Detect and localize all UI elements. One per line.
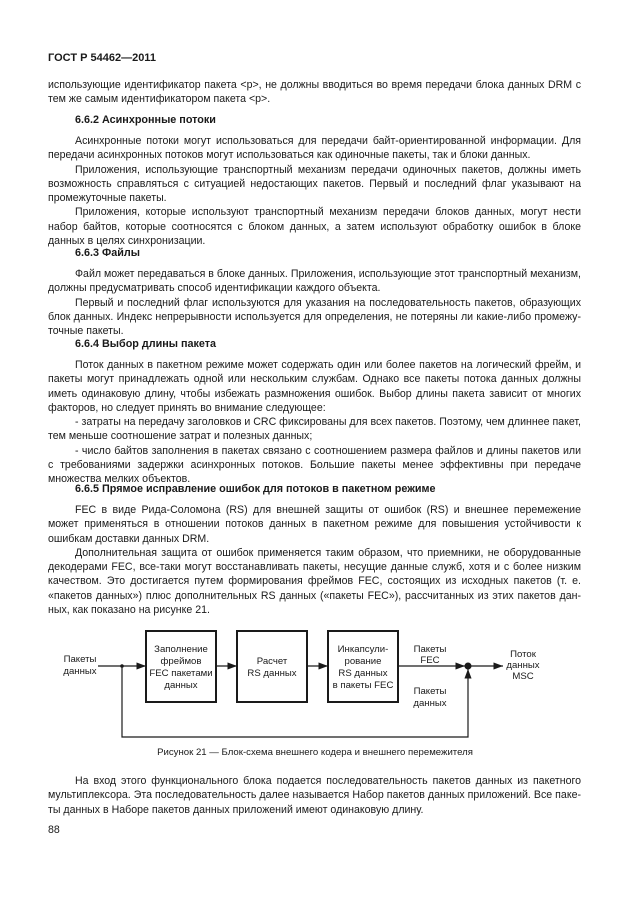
document-header: ГОСТ Р 54462—2011 bbox=[48, 52, 156, 64]
bypass-line bbox=[122, 666, 468, 737]
figure-caption: Рисунок 21 — Блок-схема внешнего кодера и внешнего перемежителя bbox=[157, 747, 473, 758]
page-number: 88 bbox=[48, 824, 60, 836]
box1-label: FEC пакетами bbox=[149, 668, 213, 679]
box1-label: данных bbox=[164, 680, 198, 691]
box2-label: Расчет bbox=[256, 656, 288, 667]
paragraph: На вход этого функционального блока подается последовательность пакетов данных из пакетного мультиплексора. Эта последовательность далее называется Набор пакетов данных приложений. Все пакеты данных в Наборе пакетов данных приложений имеют одинаковую длину. bbox=[48, 775, 581, 816]
box3-label: в пакеты FEC bbox=[332, 680, 394, 691]
box1-label: Заполнение bbox=[154, 644, 208, 655]
section-6-6-2 bbox=[48, 113, 581, 248]
section-heading: 6.6.3 Файлы bbox=[75, 247, 140, 259]
paragraph: Первый и последний флаг используются для указания на последовательность пакетов, образующих блок данных. Индекс непрерывности используется для определения, не потеряны ли какие-либо промежуточные пакеты. bbox=[48, 296, 581, 338]
section-heading: 6.6.2 Асинхронные потоки bbox=[75, 114, 216, 126]
paragraph: FEC в виде Рида-Соломона (RS) для внешней защиты от ошибок (RS) и внешнее перемежение может применяться в отношении потоков данных в пакетном режиме для повышения устойчивости к ошибкам доставки данных DRM. bbox=[48, 504, 581, 545]
section-heading: 6.6.5 Прямое исправление ошибок для потоков в пакетном режиме bbox=[75, 483, 436, 495]
output-label: данных bbox=[506, 660, 540, 671]
paragraph: Дополнительная защита от ошибок применяется таким образом, что приемники, не оборудованные декодерами FEC, все-таки могут восстанавливать пакеты, несущие данные служб, хотя и с более низким качеством. Это достигается путем формирования фреймов FEC, состоящих из исходных пакетов (т. е. «пакетов данных») плюс дополнительных RS данных («пакеты FEC»), рассчитанных из этих пакетов данных, как показано на рисунке 21. bbox=[48, 546, 581, 617]
output-label: Поток bbox=[510, 649, 536, 660]
section-6-6-5 bbox=[48, 482, 581, 617]
intro-paragraph: использующие идентификатор пакета <p>, не должны вводиться во время передачи блока данных DRM с тем же самым идентификатором пакета <p>. bbox=[48, 79, 581, 106]
input-label: данных bbox=[63, 666, 97, 677]
paragraph: - затраты на передачу заголовков и CRC фиксированы для всех пакетов. Поэтому, чем длиннее пакет, тем меньше соотношение затрат и полезных данных; bbox=[48, 416, 581, 443]
final-paragraph-block bbox=[48, 774, 581, 817]
calc-rs-box bbox=[237, 631, 307, 702]
paragraph: Приложения, использующие транспортный механизм передачи одиночных пакетов, должны иметь возможность справляться с ситуацией недостающих пакетов. Первый и последний флаг указывают на промежуточные пакеты. bbox=[48, 163, 581, 205]
box3-label: рование bbox=[344, 656, 382, 667]
paragraph: - число байтов заполнения в пакетах связано с соотношением размера файлов и длины пакетов или с требованиями задержки асинхронных потоков. Большие пакеты менее эффективны при передаче множества мелких объектов. bbox=[48, 444, 581, 486]
section-6-6-4 bbox=[48, 337, 581, 487]
box2-label: RS данных bbox=[247, 668, 297, 679]
fec-packets-label: Пакеты bbox=[413, 644, 447, 655]
box3-label: RS данных bbox=[338, 668, 388, 679]
merge-point bbox=[465, 663, 472, 670]
section-6-6-3 bbox=[48, 246, 581, 338]
section-heading: 6.6.4 Выбор длины пакета bbox=[75, 338, 217, 350]
box1-label: фреймов bbox=[160, 656, 202, 667]
box3-label: Инкапсули- bbox=[337, 644, 389, 655]
data-packets-label: данных bbox=[413, 698, 447, 709]
fill-fec-frames-box bbox=[146, 631, 216, 702]
paragraph: Асинхронные потоки могут использоваться для передачи байт-ориентированной информации. Для передачи асинхронных потоков могут использоваться как одиночные пакеты, так и блоки данных. bbox=[48, 135, 581, 162]
input-label: Пакеты bbox=[63, 654, 97, 665]
encapsulate-box bbox=[328, 631, 398, 702]
data-packets-label: Пакеты bbox=[413, 686, 447, 697]
intro-paragraph-block bbox=[48, 78, 581, 107]
paragraph: Приложения, которые используют транспортный механизм передачи блоков данных, могут нести набор байтов, которые соотносятся с блоком данных, а затем используют обработку ошибок в блоке данных в целях синхронизации. bbox=[48, 206, 581, 248]
paragraph: Поток данных в пакетном режиме может содержать один или более пакетов на логический фрейм, и пакеты могут принадлежать одной или нескольким службам. Однако все пакеты потока данных должны иметь одинаковую длину, чтобы избежать размножения ошибок. Выбор длины пакета зависит от многих факторов, но следует принять во внимание следующее: bbox=[48, 359, 581, 414]
fec-packets-label: FEC bbox=[420, 655, 440, 666]
output-label: MSC bbox=[512, 671, 534, 682]
split-point bbox=[120, 664, 124, 668]
paragraph: Файл может передаваться в блоке данных. Приложения, использующие этот транспортный механизм, должны предусматривать способ идентификации каждого объекта. bbox=[48, 268, 581, 295]
